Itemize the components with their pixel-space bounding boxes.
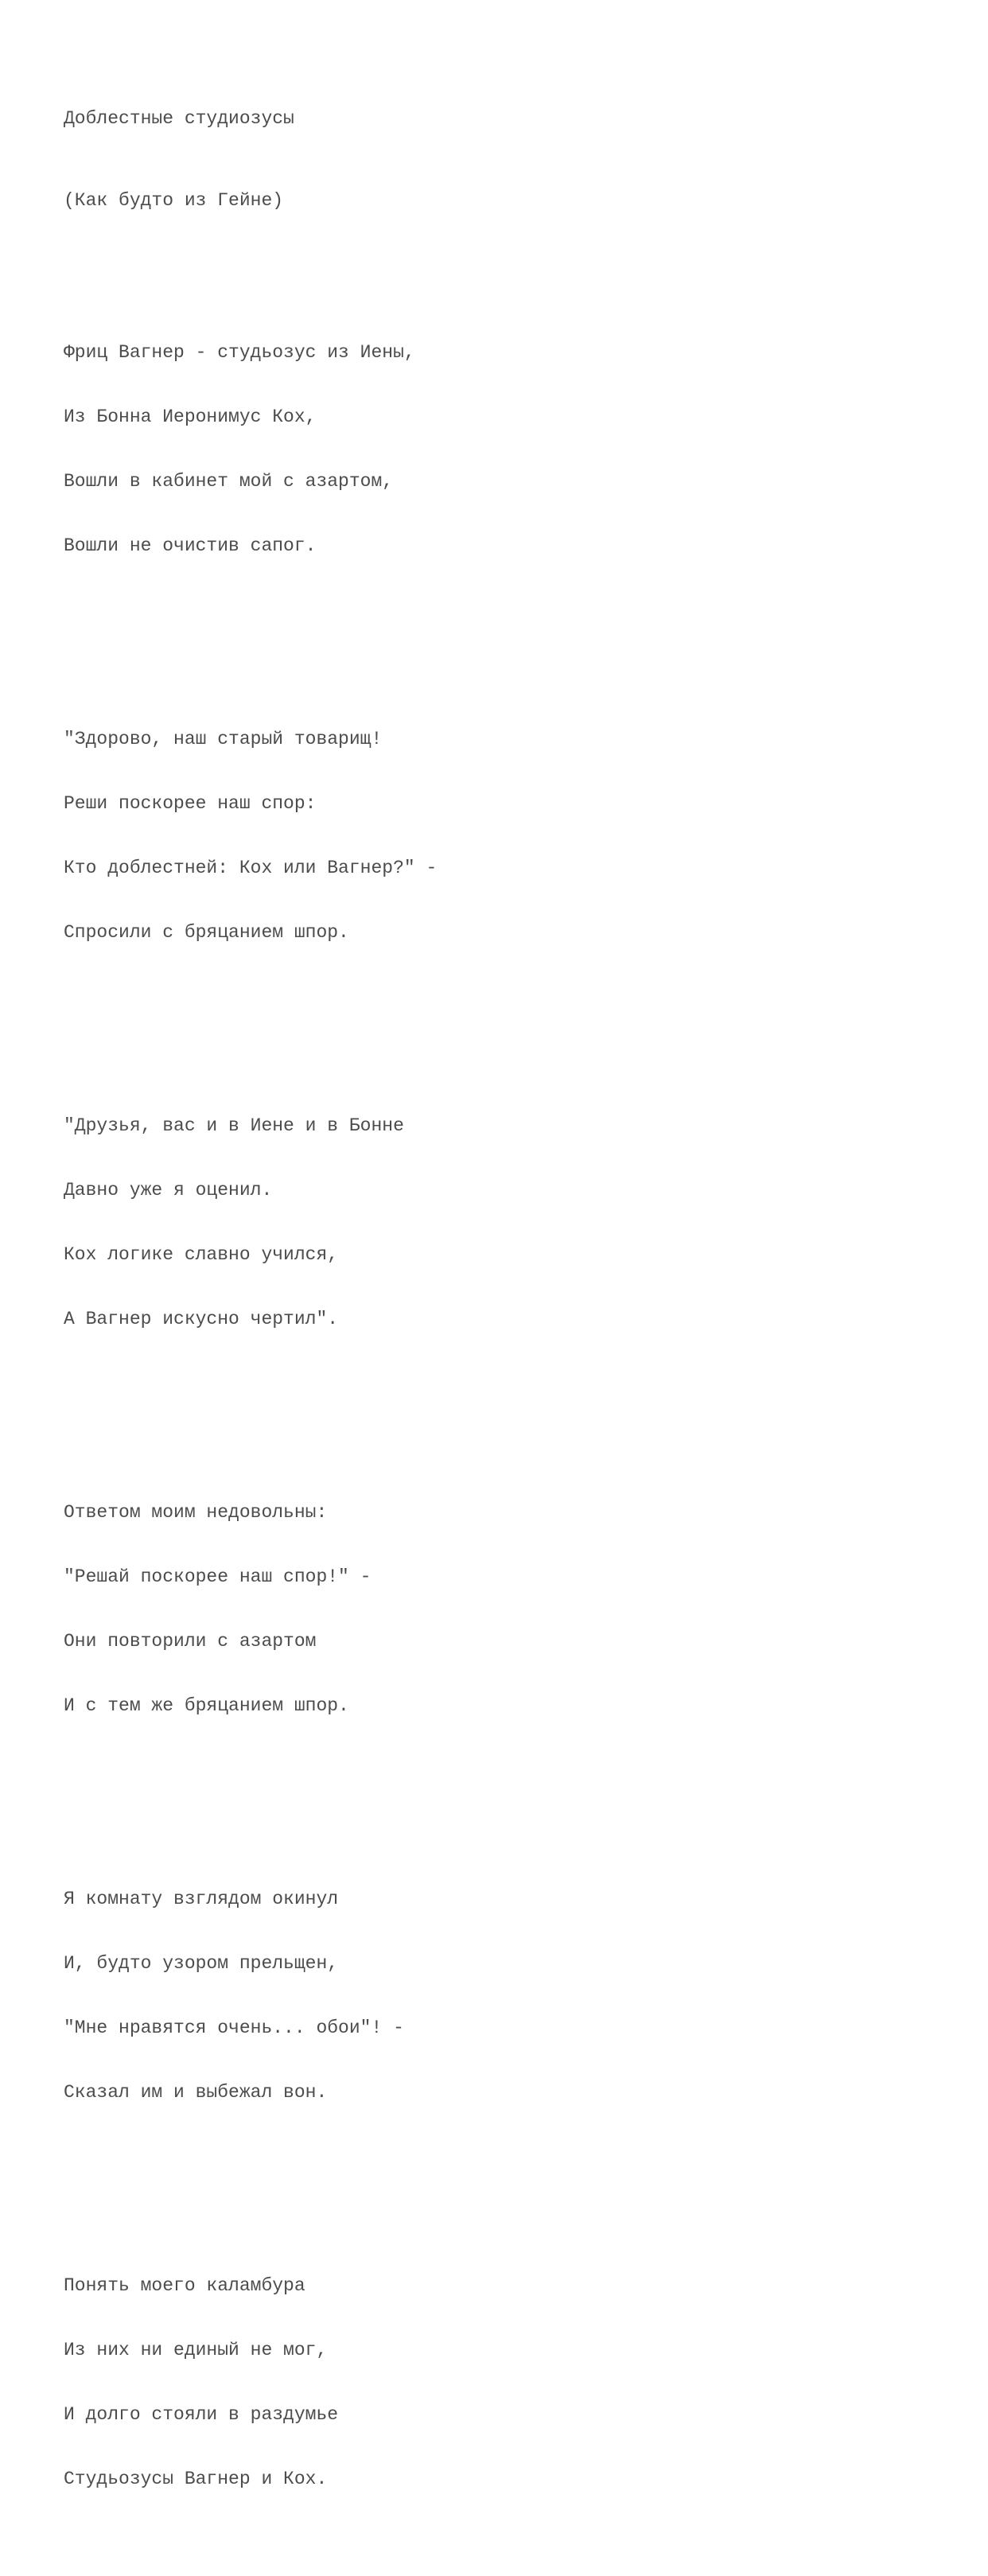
poem-line: Понять моего каламбура xyxy=(64,2275,305,2296)
poem-line: Реши поскорее наш спор: xyxy=(64,793,317,814)
stanza-6 xyxy=(64,2232,956,2533)
poem-line: Вошли не очистив сапог. xyxy=(64,535,317,556)
poem-line: А Вагнер искусно чертил". xyxy=(64,1309,339,1329)
poem-line: "Мне нравятся очень... обои"! - xyxy=(64,2018,404,2038)
poem-line: Давно уже я оценил. xyxy=(64,1180,273,1200)
stanza-4 xyxy=(64,1459,956,1760)
poem-title: Доблестные студиозусы xyxy=(64,108,294,129)
poem-line: Спросили с бряцанием шпор. xyxy=(64,922,349,943)
poem-subtitle: (Как будто из Гейне) xyxy=(64,190,284,211)
stanza-3 xyxy=(64,1072,956,1373)
poem-line: Они повторили с азартом xyxy=(64,1631,317,1652)
poem-line: Кто доблестней: Кох или Вагнер?" - xyxy=(64,858,438,878)
poem-line: Кох логике славно учился, xyxy=(64,1244,339,1265)
poem-line: Фриц Вагнер - студьозус из Иены, xyxy=(64,342,415,363)
poem-line: Из них ни единый не мог, xyxy=(64,2340,328,2360)
poem-line: И, будто узором прельщен, xyxy=(64,1953,339,1974)
stanza-2 xyxy=(64,686,956,986)
poem-line: И долго стояли в раздумье xyxy=(64,2404,339,2425)
poem-line: И с тем же бряцанием шпор. xyxy=(64,1695,349,1716)
poem-line: Сказал им и выбежал вон. xyxy=(64,2082,328,2103)
poem-line: Вошли в кабинет мой с азартом, xyxy=(64,471,394,492)
stanza-5 xyxy=(64,1846,956,2146)
poem-line: Ответом моим недовольны: xyxy=(64,1502,328,1523)
poem-line: "Здорово, наш старый товарищ! xyxy=(64,729,383,749)
poem-line: Из Бонна Иеронимус Кох, xyxy=(64,407,317,427)
poem-line: "Друзья, вас и в Иене и в Бонне xyxy=(64,1115,404,1136)
poem-line: Студьозусы Вагнер и Кох. xyxy=(64,2469,328,2489)
poem-line: "Решай поскорее наш спор!" - xyxy=(64,1566,371,1587)
stanza-1 xyxy=(64,299,956,600)
poem-line: Я комнату взглядом окинул xyxy=(64,1889,339,1909)
